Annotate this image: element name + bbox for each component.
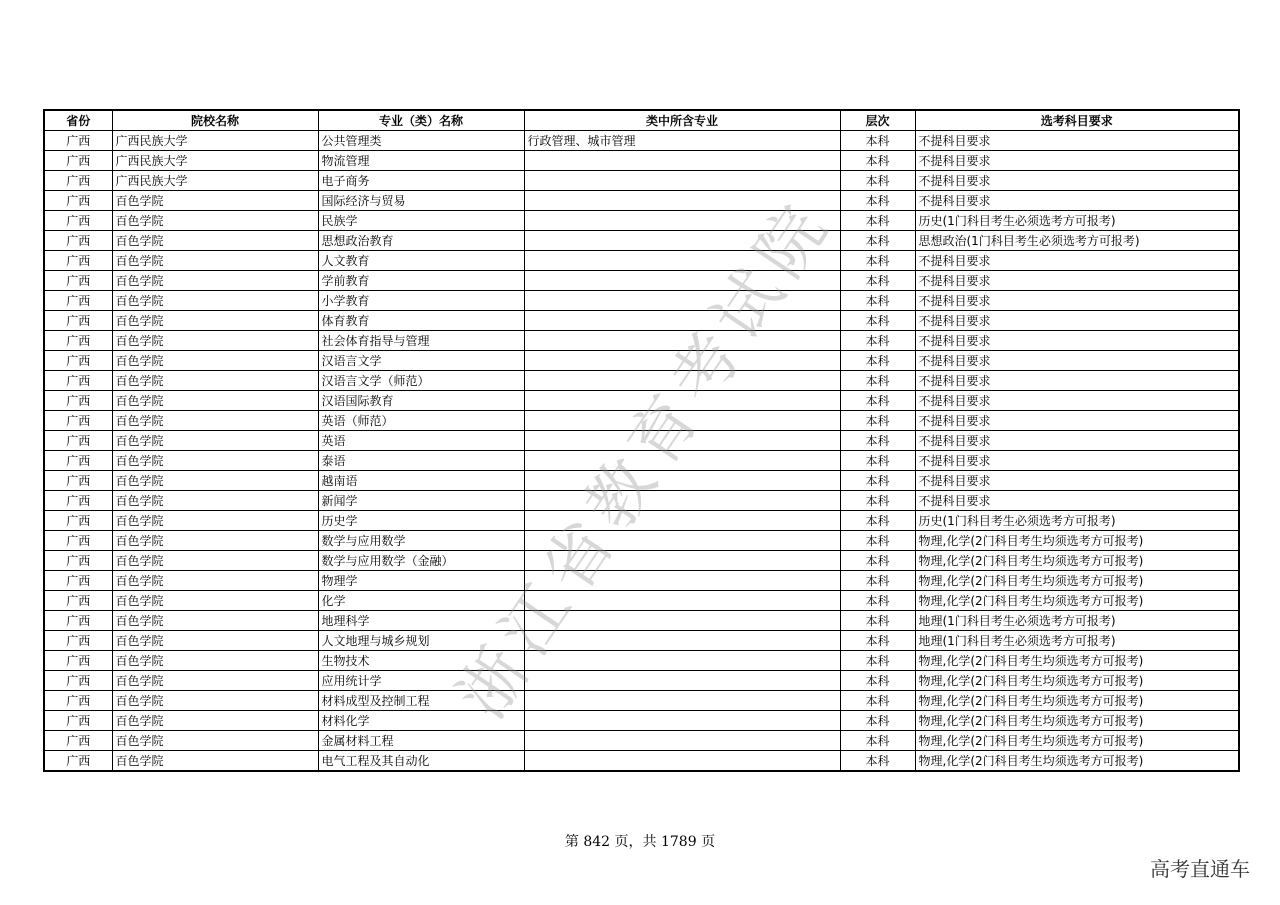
cell-school: 百色学院: [112, 731, 318, 751]
cell-province: 广西: [44, 311, 112, 331]
header-major: 专业（类）名称: [318, 110, 524, 131]
cell-province: 广西: [44, 191, 112, 211]
cell-level: 本科: [840, 231, 915, 251]
cell-subject-requirement: 不提科目要求: [915, 151, 1239, 171]
cell-school: 百色学院: [112, 391, 318, 411]
cell-school: 百色学院: [112, 631, 318, 651]
cell-province: 广西: [44, 631, 112, 651]
table-body: [44, 131, 1239, 772]
table-row: [44, 631, 1239, 651]
cell-included-majors: [524, 571, 840, 591]
cell-school: 百色学院: [112, 351, 318, 371]
cell-level: 本科: [840, 311, 915, 331]
table-row: [44, 471, 1239, 491]
requirements-table: [43, 109, 1240, 772]
cell-major: 公共管理类: [318, 131, 524, 151]
cell-included-majors: [524, 411, 840, 431]
cell-level: 本科: [840, 191, 915, 211]
cell-school: 百色学院: [112, 491, 318, 511]
header-included-majors: 类中所含专业: [524, 110, 840, 131]
cell-included-majors: [524, 311, 840, 331]
cell-major: 电气工程及其自动化: [318, 751, 524, 772]
cell-included-majors: [524, 711, 840, 731]
cell-level: 本科: [840, 251, 915, 271]
cell-included-majors: [524, 191, 840, 211]
cell-province: 广西: [44, 531, 112, 551]
cell-school: 百色学院: [112, 471, 318, 491]
cell-province: 广西: [44, 131, 112, 151]
brand-logo-text: 高考直通车: [1150, 857, 1250, 881]
cell-level: 本科: [840, 591, 915, 611]
cell-level: 本科: [840, 511, 915, 531]
cell-subject-requirement: 不提科目要求: [915, 491, 1239, 511]
table-row: [44, 731, 1239, 751]
table-row: [44, 571, 1239, 591]
cell-level: 本科: [840, 171, 915, 191]
cell-major: 物理学: [318, 571, 524, 591]
cell-major: 汉语言文学: [318, 351, 524, 371]
cell-major: 汉语国际教育: [318, 391, 524, 411]
cell-province: 广西: [44, 231, 112, 251]
cell-subject-requirement: 不提科目要求: [915, 271, 1239, 291]
cell-level: 本科: [840, 331, 915, 351]
cell-subject-requirement: 物理,化学(2门科目考生均须选考方可报考): [915, 751, 1239, 772]
header-school: 院校名称: [112, 110, 318, 131]
cell-included-majors: [524, 331, 840, 351]
table-row: [44, 611, 1239, 631]
cell-included-majors: [524, 471, 840, 491]
table-row: [44, 491, 1239, 511]
cell-major: 化学: [318, 591, 524, 611]
cell-major: 新闻学: [318, 491, 524, 511]
cell-included-majors: [524, 691, 840, 711]
cell-level: 本科: [840, 431, 915, 451]
cell-school: 百色学院: [112, 411, 318, 431]
table-row: [44, 551, 1239, 571]
cell-province: 广西: [44, 411, 112, 431]
table-row: [44, 411, 1239, 431]
cell-subject-requirement: 物理,化学(2门科目考生均须选考方可报考): [915, 531, 1239, 551]
cell-level: 本科: [840, 411, 915, 431]
cell-school: 广西民族大学: [112, 131, 318, 151]
cell-province: 广西: [44, 691, 112, 711]
cell-school: 百色学院: [112, 251, 318, 271]
table-row: [44, 291, 1239, 311]
cell-included-majors: [524, 291, 840, 311]
cell-province: 广西: [44, 211, 112, 231]
cell-subject-requirement: 不提科目要求: [915, 451, 1239, 471]
cell-subject-requirement: 不提科目要求: [915, 351, 1239, 371]
table-row: [44, 371, 1239, 391]
cell-major: 生物技术: [318, 651, 524, 671]
cell-major: 国际经济与贸易: [318, 191, 524, 211]
cell-subject-requirement: 物理,化学(2门科目考生均须选考方可报考): [915, 551, 1239, 571]
cell-level: 本科: [840, 351, 915, 371]
table-row: [44, 171, 1239, 191]
table-row: [44, 591, 1239, 611]
cell-subject-requirement: 物理,化学(2门科目考生均须选考方可报考): [915, 571, 1239, 591]
cell-subject-requirement: 思想政治(1门科目考生必须选考方可报考): [915, 231, 1239, 251]
cell-subject-requirement: 不提科目要求: [915, 331, 1239, 351]
cell-included-majors: [524, 451, 840, 471]
cell-subject-requirement: 不提科目要求: [915, 371, 1239, 391]
cell-subject-requirement: 不提科目要求: [915, 291, 1239, 311]
cell-level: 本科: [840, 291, 915, 311]
cell-province: 广西: [44, 151, 112, 171]
cell-province: 广西: [44, 431, 112, 451]
table-row: [44, 131, 1239, 151]
cell-province: 广西: [44, 591, 112, 611]
cell-major: 汉语言文学（师范）: [318, 371, 524, 391]
cell-level: 本科: [840, 731, 915, 751]
header-level: 层次: [840, 110, 915, 131]
cell-level: 本科: [840, 671, 915, 691]
cell-major: 应用统计学: [318, 671, 524, 691]
cell-included-majors: [524, 431, 840, 451]
cell-school: 百色学院: [112, 311, 318, 331]
cell-school: 百色学院: [112, 271, 318, 291]
cell-school: 百色学院: [112, 291, 318, 311]
table-row: [44, 531, 1239, 551]
cell-level: 本科: [840, 551, 915, 571]
cell-major: 泰语: [318, 451, 524, 471]
cell-major: 历史学: [318, 511, 524, 531]
cell-included-majors: [524, 751, 840, 772]
cell-school: 广西民族大学: [112, 171, 318, 191]
cell-major: 英语: [318, 431, 524, 451]
cell-province: 广西: [44, 731, 112, 751]
cell-level: 本科: [840, 691, 915, 711]
cell-province: 广西: [44, 491, 112, 511]
cell-province: 广西: [44, 711, 112, 731]
cell-included-majors: [524, 651, 840, 671]
table-row: [44, 671, 1239, 691]
cell-included-majors: [524, 251, 840, 271]
watermark: 浙江省教育考试院: [443, 184, 847, 732]
cell-major: 越南语: [318, 471, 524, 491]
cell-major: 金属材料工程: [318, 731, 524, 751]
cell-major: 社会体育指导与管理: [318, 331, 524, 351]
table-row: [44, 651, 1239, 671]
header-province: 省份: [44, 110, 112, 131]
cell-school: 百色学院: [112, 691, 318, 711]
cell-province: 广西: [44, 511, 112, 531]
cell-included-majors: [524, 491, 840, 511]
cell-province: 广西: [44, 371, 112, 391]
cell-province: 广西: [44, 751, 112, 772]
cell-province: 广西: [44, 671, 112, 691]
cell-subject-requirement: 不提科目要求: [915, 411, 1239, 431]
cell-province: 广西: [44, 331, 112, 351]
cell-school: 百色学院: [112, 711, 318, 731]
cell-major: 地理科学: [318, 611, 524, 631]
table-row: [44, 751, 1239, 772]
cell-subject-requirement: 不提科目要求: [915, 431, 1239, 451]
table-row: [44, 271, 1239, 291]
cell-school: 百色学院: [112, 331, 318, 351]
cell-major: 数学与应用数学（金融）: [318, 551, 524, 571]
cell-school: 百色学院: [112, 651, 318, 671]
cell-province: 广西: [44, 171, 112, 191]
table-row: [44, 391, 1239, 411]
cell-province: 广西: [44, 611, 112, 631]
cell-included-majors: [524, 151, 840, 171]
cell-province: 广西: [44, 391, 112, 411]
cell-major: 学前教育: [318, 271, 524, 291]
cell-included-majors: [524, 231, 840, 251]
cell-school: 百色学院: [112, 671, 318, 691]
table-row: [44, 511, 1239, 531]
cell-major: 人文地理与城乡规划: [318, 631, 524, 651]
cell-included-majors: [524, 611, 840, 631]
table-row: [44, 311, 1239, 331]
cell-province: 广西: [44, 471, 112, 491]
cell-level: 本科: [840, 631, 915, 651]
cell-subject-requirement: 物理,化学(2门科目考生均须选考方可报考): [915, 651, 1239, 671]
cell-subject-requirement: 不提科目要求: [915, 471, 1239, 491]
cell-level: 本科: [840, 271, 915, 291]
table-row: [44, 431, 1239, 451]
table-row: [44, 231, 1239, 251]
cell-level: 本科: [840, 751, 915, 772]
cell-major: 材料化学: [318, 711, 524, 731]
cell-major: 小学教育: [318, 291, 524, 311]
cell-level: 本科: [840, 131, 915, 151]
cell-major: 数学与应用数学: [318, 531, 524, 551]
table-header-row: [44, 110, 1239, 131]
cell-school: 百色学院: [112, 611, 318, 631]
cell-level: 本科: [840, 611, 915, 631]
table-row: [44, 711, 1239, 731]
cell-province: 广西: [44, 351, 112, 371]
cell-level: 本科: [840, 451, 915, 471]
cell-province: 广西: [44, 451, 112, 471]
table-row: [44, 151, 1239, 171]
cell-school: 百色学院: [112, 571, 318, 591]
cell-major: 人文教育: [318, 251, 524, 271]
cell-major: 电子商务: [318, 171, 524, 191]
cell-included-majors: [524, 171, 840, 191]
cell-major: 英语（师范）: [318, 411, 524, 431]
cell-subject-requirement: 不提科目要求: [915, 311, 1239, 331]
cell-subject-requirement: 物理,化学(2门科目考生均须选考方可报考): [915, 711, 1239, 731]
cell-subject-requirement: 物理,化学(2门科目考生均须选考方可报考): [915, 731, 1239, 751]
header-subject-requirement: 选考科目要求: [915, 110, 1239, 131]
cell-province: 广西: [44, 271, 112, 291]
cell-school: 百色学院: [112, 371, 318, 391]
cell-level: 本科: [840, 711, 915, 731]
table-row: [44, 211, 1239, 231]
cell-included-majors: [524, 591, 840, 611]
cell-subject-requirement: 地理(1门科目考生必须选考方可报考): [915, 611, 1239, 631]
cell-subject-requirement: 不提科目要求: [915, 391, 1239, 411]
table-row: [44, 351, 1239, 371]
cell-included-majors: [524, 271, 840, 291]
cell-included-majors: [524, 671, 840, 691]
cell-school: 百色学院: [112, 211, 318, 231]
cell-level: 本科: [840, 571, 915, 591]
cell-level: 本科: [840, 471, 915, 491]
cell-included-majors: [524, 371, 840, 391]
cell-province: 广西: [44, 571, 112, 591]
cell-subject-requirement: 物理,化学(2门科目考生均须选考方可报考): [915, 671, 1239, 691]
cell-subject-requirement: 不提科目要求: [915, 131, 1239, 151]
cell-subject-requirement: 历史(1门科目考生必须选考方可报考): [915, 211, 1239, 231]
cell-school: 百色学院: [112, 191, 318, 211]
cell-province: 广西: [44, 251, 112, 271]
cell-subject-requirement: 不提科目要求: [915, 171, 1239, 191]
cell-school: 百色学院: [112, 511, 318, 531]
cell-level: 本科: [840, 531, 915, 551]
cell-school: 百色学院: [112, 591, 318, 611]
cell-major: 民族学: [318, 211, 524, 231]
cell-province: 广西: [44, 551, 112, 571]
cell-included-majors: [524, 211, 840, 231]
cell-province: 广西: [44, 651, 112, 671]
cell-school: 百色学院: [112, 551, 318, 571]
cell-level: 本科: [840, 211, 915, 231]
table-row: [44, 251, 1239, 271]
cell-level: 本科: [840, 651, 915, 671]
cell-included-majors: [524, 731, 840, 751]
cell-school: 广西民族大学: [112, 151, 318, 171]
cell-included-majors: [524, 551, 840, 571]
cell-school: 百色学院: [112, 231, 318, 251]
cell-included-majors: [524, 391, 840, 411]
cell-level: 本科: [840, 391, 915, 411]
table-row: [44, 331, 1239, 351]
cell-level: 本科: [840, 151, 915, 171]
cell-included-majors: [524, 511, 840, 531]
cell-major: 体育教育: [318, 311, 524, 331]
cell-included-majors: [524, 531, 840, 551]
cell-major: 材料成型及控制工程: [318, 691, 524, 711]
cell-province: 广西: [44, 291, 112, 311]
cell-included-majors: [524, 351, 840, 371]
cell-school: 百色学院: [112, 531, 318, 551]
cell-level: 本科: [840, 491, 915, 511]
cell-major: 物流管理: [318, 151, 524, 171]
cell-level: 本科: [840, 371, 915, 391]
page-number: 第 842 页，共 1789 页: [564, 834, 716, 850]
table-row: [44, 691, 1239, 711]
cell-subject-requirement: 不提科目要求: [915, 191, 1239, 211]
table-row: [44, 451, 1239, 471]
cell-subject-requirement: 不提科目要求: [915, 251, 1239, 271]
cell-included-majors: [524, 631, 840, 651]
cell-school: 百色学院: [112, 451, 318, 471]
cell-included-majors: 行政管理、城市管理: [524, 131, 840, 151]
cell-subject-requirement: 历史(1门科目考生必须选考方可报考): [915, 511, 1239, 531]
cell-subject-requirement: 地理(1门科目考生必须选考方可报考): [915, 631, 1239, 651]
cell-subject-requirement: 物理,化学(2门科目考生均须选考方可报考): [915, 691, 1239, 711]
cell-school: 百色学院: [112, 751, 318, 772]
table-row: [44, 191, 1239, 211]
cell-subject-requirement: 物理,化学(2门科目考生均须选考方可报考): [915, 591, 1239, 611]
cell-school: 百色学院: [112, 431, 318, 451]
cell-major: 思想政治教育: [318, 231, 524, 251]
